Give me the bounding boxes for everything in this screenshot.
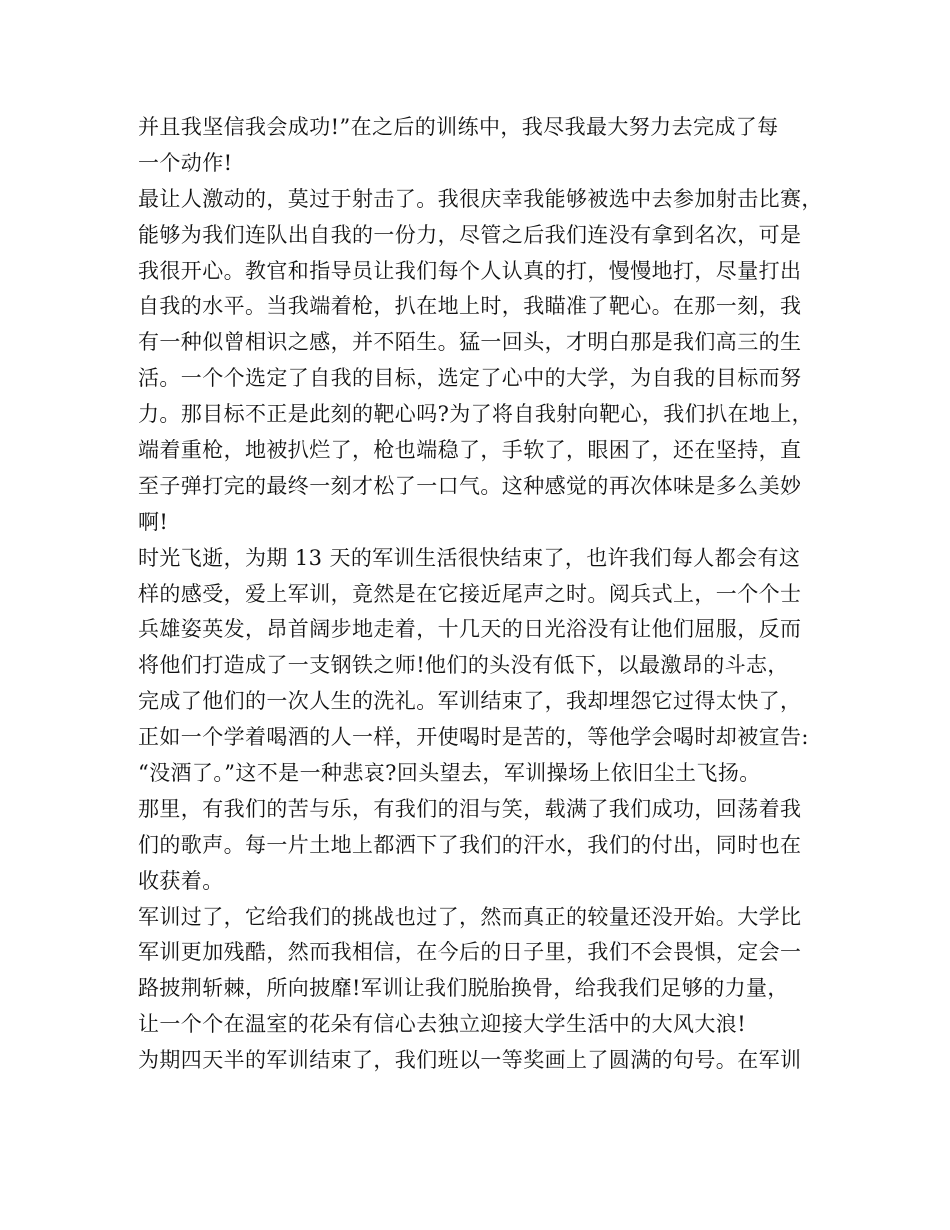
text-line: 自我的水平。当我端着枪，扒在地上时，我瞄准了靶心。在那一刻，我 xyxy=(138,294,802,319)
text-line: 最让人激动的，莫过于射击了。我很庆幸我能够被选中去参加射击比赛， xyxy=(138,186,823,211)
text-line: 啊! xyxy=(138,509,169,534)
text-line: 为期四天半的军训结束了，我们班以一等奖画上了圆满的句号。在军训 xyxy=(138,1048,802,1073)
text-line: 收获着。 xyxy=(138,868,224,893)
text-line: 将他们打造成了一支钢铁之师!他们的头没有低下，以最激昂的斗志， xyxy=(138,653,789,678)
text-line: 样的感受，爱上军训，竟然是在它接近尾声之时。阅兵式上，一个个士 xyxy=(138,581,802,606)
text-line: 兵雄姿英发，昂首阔步地走着，十几天的日光浴没有让他们屈服，反而 xyxy=(138,617,802,642)
text-line: 军训更加残酷，然而我相信，在今后的日子里，我们不会畏惧，定会一 xyxy=(138,940,802,965)
text-line: 有一种似曾相识之感，并不陌生。猛一回头，才明白那是我们高三的生 xyxy=(138,330,802,355)
text-line: 路披荆斩棘，所向披靡!军训让我们脱胎换骨，给我我们足够的力量， xyxy=(138,976,789,1001)
text-line: 那里，有我们的苦与乐，有我们的泪与笑，载满了我们成功，回荡着我 xyxy=(138,796,802,821)
text-line: 力。那目标不正是此刻的靶心吗?为了将自我射向靶心，我们扒在地上， xyxy=(138,402,814,427)
text-line: 一个动作! xyxy=(138,150,233,175)
text-line: “没酒了。”这不是一种悲哀?回头望去，军训操场上依旧尘土飞扬。 xyxy=(138,761,761,786)
text-line: 并且我坚信我会成功!”在之后的训练中，我尽我最大努力去完成了每 xyxy=(138,115,779,139)
text-line: 让一个个在温室的花朵有信心去独立迎接大学生活中的大风大浪! xyxy=(138,1012,747,1037)
text-line: 军训过了，它给我们的挑战也过了，然而真正的较量还没开始。大学比 xyxy=(138,904,802,929)
text-line: 正如一个学着喝酒的人一样，开使喝时是苦的，等他学会喝时却被宣告: xyxy=(138,725,809,750)
text-line: 活。一个个选定了自我的目标，选定了心中的大学，为自我的目标而努 xyxy=(138,366,802,391)
text-line: 能够为我们连队出自我的一份力，尽管之后我们连没有拿到名次，可是 xyxy=(138,222,802,247)
text-line: 我很开心。教官和指导员让我们每个人认真的打，慢慢地打，尽量打出 xyxy=(138,258,802,283)
text-line: 完成了他们的一次人生的洗礼。军训结束了，我却埋怨它过得太快了， xyxy=(138,689,802,714)
text-line: 时光飞逝，为期 13 天的军训生活很快结束了，也许我们每人都会有这 xyxy=(138,545,801,570)
text-line: 们的歌声。每一片土地上都洒下了我们的汗水，我们的付出，同时也在 xyxy=(138,832,802,857)
document-body-text xyxy=(138,110,828,1079)
text-line: 至子弹打完的最终一刻才松了一口气。这种感觉的再次体味是多么美妙 xyxy=(138,473,802,498)
text-line: 端着重枪，地被扒烂了，枪也端稳了，手软了，眼困了，还在坚持，直 xyxy=(138,438,802,463)
